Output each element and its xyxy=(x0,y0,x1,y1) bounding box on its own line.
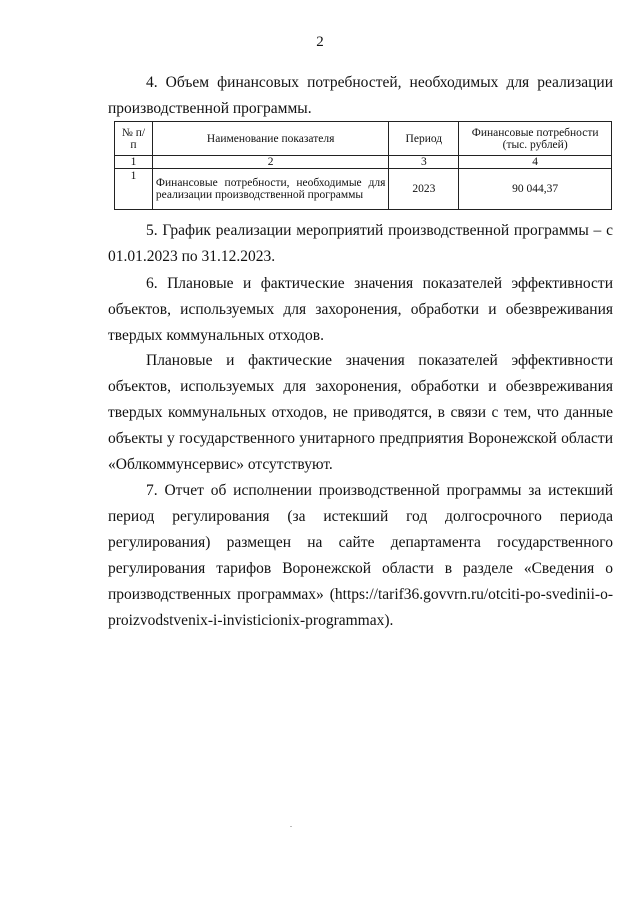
row-amount-cell: 90 044,37 xyxy=(459,169,612,210)
table-row xyxy=(115,169,612,210)
column-number-cell: 4 xyxy=(459,156,612,169)
scan-speck xyxy=(290,826,292,827)
row-period-cell: 2023 xyxy=(389,169,459,210)
financial-needs-table xyxy=(114,121,612,210)
header-cell-financial-needs: Финансовые потребности (тыс. рублей) xyxy=(459,122,612,156)
row-name-cell: Финансовые потребности, необходимые для реализации производственной программы xyxy=(152,169,388,210)
column-number-cell: 2 xyxy=(152,156,388,169)
section-6-paragraph: 6. Плановые и фактические значения показателей эффективности объектов, используемых для захоронения, обработки и обезвреживания твердых коммунальных отходов. xyxy=(108,275,613,344)
section-6-explanation-paragraph: Плановые и фактические значения показателей эффективности объектов, используемых для захоронения, обработки и обезвреживания твердых коммунальных отходов, не приводятся, в связи с тем, что данные объекты у государственного унитарного предприятия Воронежской области «Облкоммунсервис» отсутствуют. xyxy=(108,352,613,473)
header-cell-indicator-name: Наименование показателя xyxy=(152,122,388,156)
column-number-cell: 1 xyxy=(115,156,153,169)
section-4-paragraph: 4. Объем финансовых потребностей, необходимых для реализации производственной программы. xyxy=(108,74,613,117)
section-5-paragraph: 5. График реализации мероприятий производственной программы – с 01.01.2023 по 31.12.2023. xyxy=(108,222,613,265)
row-number-cell: 1 xyxy=(115,169,153,210)
page-number: 2 xyxy=(316,34,324,50)
column-number-cell: 3 xyxy=(389,156,459,169)
header-cell-period: Период xyxy=(389,122,459,156)
table-header-row xyxy=(115,122,612,156)
table-column-numbers-row xyxy=(115,156,612,169)
section-7-paragraph: 7. Отчет об исполнении производственной программы за истекший период регулирования (за истекший год долгосрочного периода регулирования) размещен на сайте департамента государственного регулирования тарифов Воронежской области в разделе «Сведения о производственных программах» (https://tarif36.govvrn.ru/otciti-po-svedinii-o-proizvodstvenix-i-invisticionix-programmax). xyxy=(108,482,613,629)
header-cell-number: № п/п xyxy=(115,122,153,156)
